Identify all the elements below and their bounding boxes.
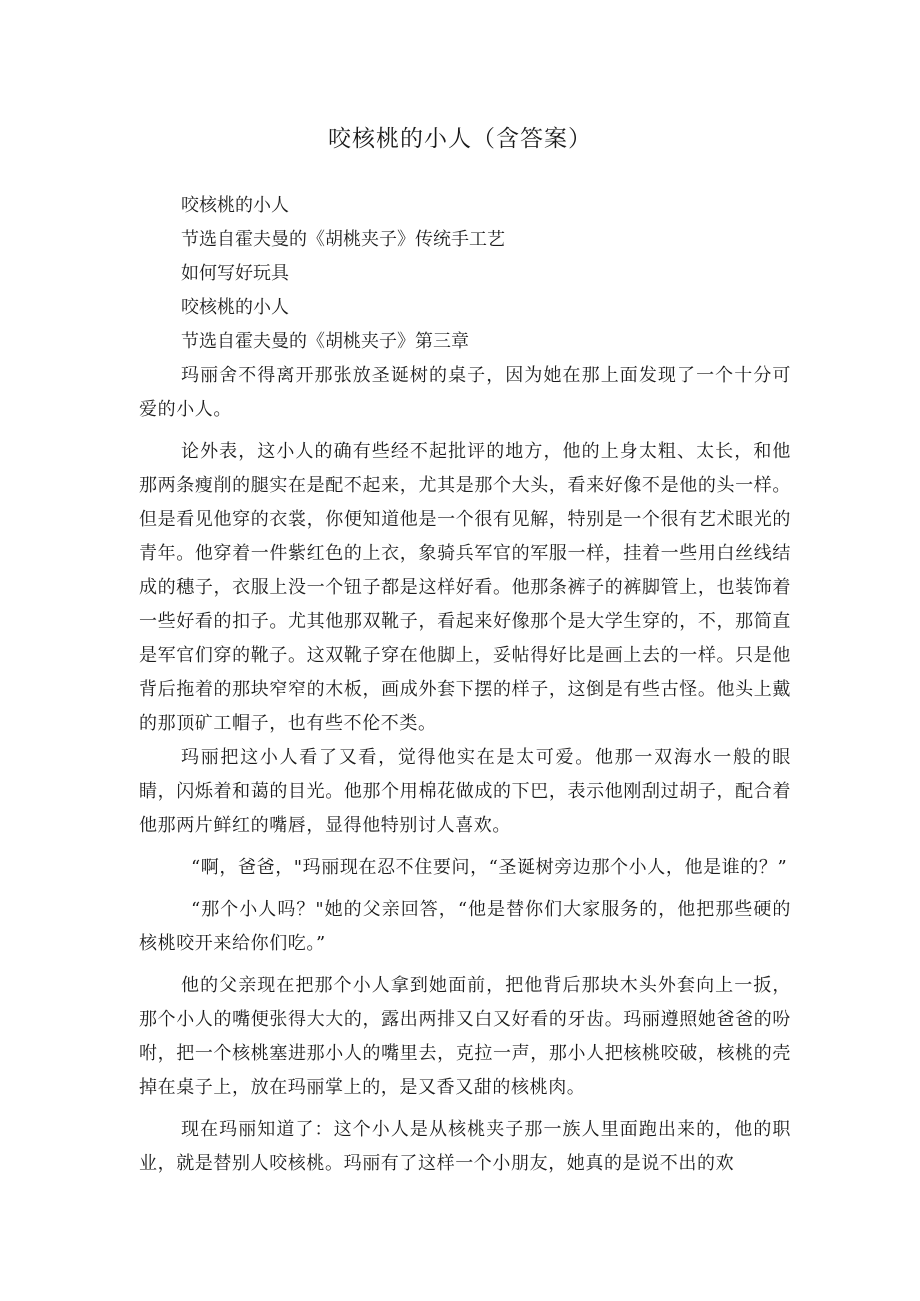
paragraph-dialogue: “那个小人吗？"她的父亲回答，“他是替你们大家服务的，他把那些硬的核桃咬开来给你们吃。” (139, 899, 791, 954)
paragraph: 论外表，这小人的确有些经不起批评的地方，他的上身太粗、太长，和他那两条瘦削的腿实在是配不起来，尤其是那个大头，看来好像不是他的头一样。但是看见他穿的衣裳，你便知道他是一个很有见解，特别是一个很有艺术眼光的青年。他穿着一件紫红色的上衣，象骑兵军官的军服一样，挂着一些用白丝线结成的穗子，衣服上没一个钮子都是这样好看。他那条裤子的裤脚管上，也装饰着一些好看的扣子。尤其他那双靴子，看起来好像那个是大学生穿的，不，那简直是军官们穿的靴子。这双靴子穿在他脚上，妥帖得好比是画上去的一样。只是他背后拖着的那块窄窄的木板，画成外套下摆的样子，这倒是有些古怪。他头上戴的那顶矿工帽子，也有些不伦不类。 (139, 441, 791, 734)
heading-line: 节选自霍夫曼的《胡桃夹子》第三章 (181, 331, 469, 352)
paragraph: 玛丽把这小人看了又看，觉得他实在是太可爱。他那一双海水一般的眼睛，闪烁着和蔼的目光。他那个用棉花做成的下巴，表示他刚刮过胡子，配合着他那两片鲜红的嘴唇，显得他特别讨人喜欢。 (139, 747, 791, 836)
heading-line: 节选自霍夫曼的《胡桃夹子》传统手工艺 (181, 229, 505, 250)
paragraph: 玛丽舍不得离开那张放圣诞树的桌子，因为她在那上面发现了一个十分可爱的小人。 (139, 365, 791, 420)
document-body (139, 189, 791, 1181)
heading-line: 咬核桃的小人 (181, 195, 289, 216)
paragraph: 现在玛丽知道了：这个小人是从核桃夹子那一族人里面跑出来的，他的职业，就是替别人咬核桃。玛丽有了这样一个小朋友，她真的是说不出的欢 (139, 1119, 791, 1174)
paragraph-dialogue: “啊，爸爸，"玛丽现在忍不住要问，“圣诞树旁边那个小人，他是谁的？” (191, 857, 788, 878)
heading-line: 如何写好玩具 (181, 263, 289, 284)
document-title: 咬核桃的小人（含答案） (328, 126, 592, 152)
paragraph: 他的父亲现在把那个小人拿到她面前，把他背后那块木头外套向上一扳，那个小人的嘴便张得大大的，露出两排又白又好看的牙齿。玛丽遵照她爸爸的吩咐，把一个核桃塞进那小人的嘴里去，克拉一声，那小人把核桃咬破，核桃的壳掉在桌子上，放在玛丽掌上的，是又香又甜的核桃肉。 (139, 975, 791, 1098)
heading-line: 咬核桃的小人 (181, 297, 289, 318)
